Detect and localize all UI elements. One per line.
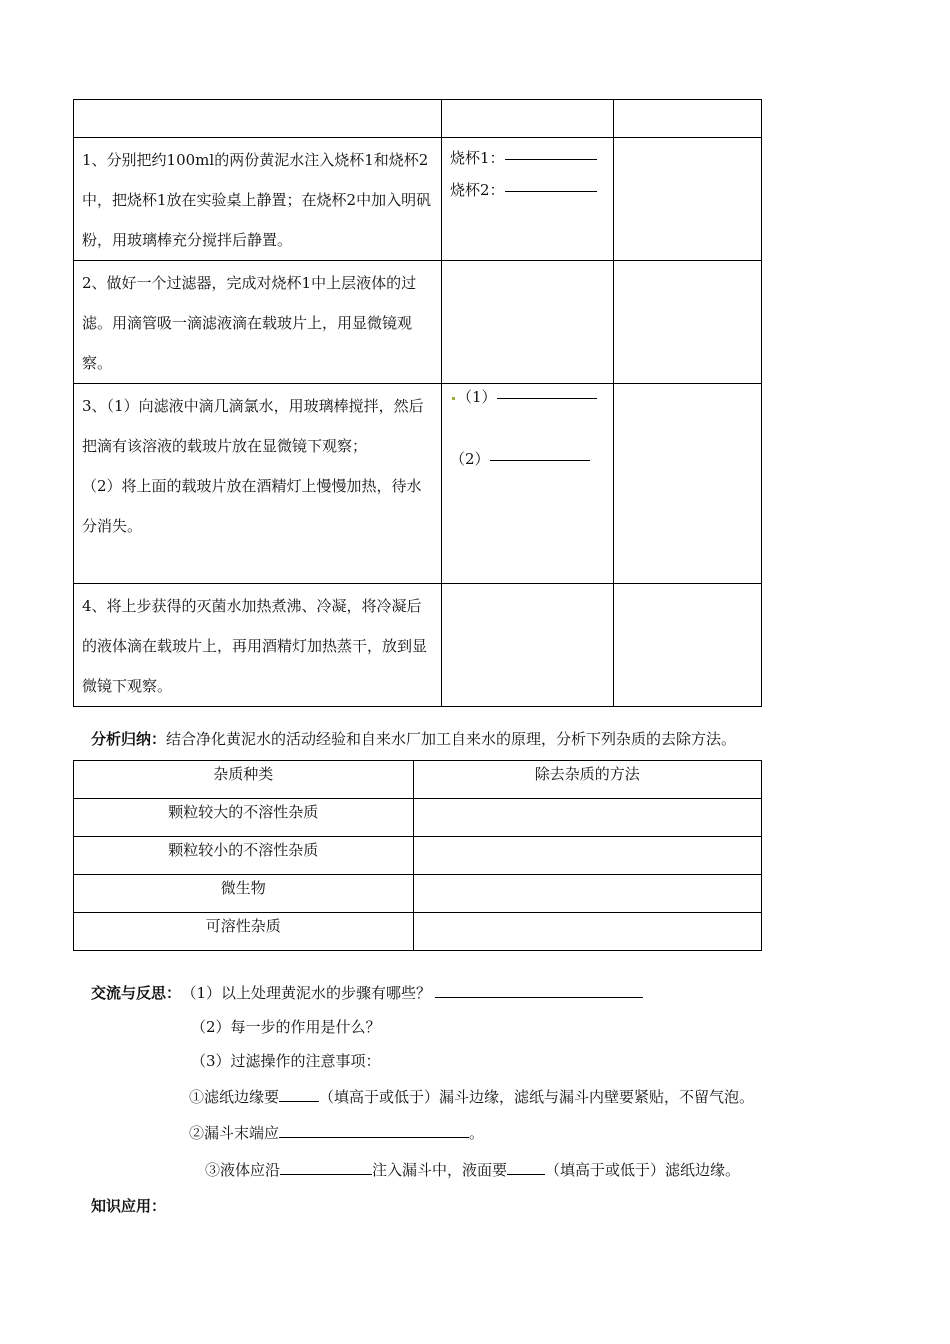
analysis-row <box>74 875 762 913</box>
dot-mark <box>452 397 455 400</box>
note-2-end: 。 <box>469 1124 485 1142</box>
note-3-middle: 注入漏斗中，液面要 <box>372 1161 508 1179</box>
experiment-header-row <box>74 100 762 138</box>
observation-1 <box>442 138 613 206</box>
row-2-observation-cell[interactable] <box>442 261 614 384</box>
row-4-blank-cell[interactable] <box>614 584 762 707</box>
note-1-end: （填高于或低于）漏斗边缘，滤纸与漏斗内壁要紧贴，不留气泡。 <box>319 1088 755 1106</box>
row-1-blank-cell[interactable] <box>614 138 762 261</box>
q1-answer-blank[interactable] <box>435 983 643 998</box>
reflection-label: 交流与反思： <box>91 984 182 1002</box>
obs-3-1-label: （1） <box>457 388 497 406</box>
header-cell-2 <box>442 100 614 138</box>
removal-method-header: 除去杂质的方法 <box>413 761 762 799</box>
step-3-part-2: （2）将上面的载玻片放在酒精灯上慢慢加热，待水分消失。 <box>82 477 422 535</box>
step-3-text <box>74 384 441 546</box>
reflection-q1-line <box>91 982 643 1004</box>
analysis-label: 分析归纳： <box>91 730 167 748</box>
header-cell-3 <box>614 100 762 138</box>
note-3-blank-2[interactable] <box>507 1160 545 1175</box>
experiment-row-2 <box>74 261 762 384</box>
step-3-part-1: 3、（1）向滤液中滴几滴氯水，用玻璃棒搅拌，然后把滴有该溶液的载玻片放在显微镜下观察； <box>82 397 424 455</box>
note-1-start: ①滤纸边缘要 <box>189 1088 280 1106</box>
removal-method-cell[interactable] <box>413 799 762 837</box>
application-label: 知识应用： <box>91 1197 167 1215</box>
beaker-2-label: 烧杯2： <box>450 181 505 199</box>
note-2-blank[interactable] <box>279 1123 469 1138</box>
obs-3-2-label: （2） <box>450 450 490 468</box>
note-3-blank-1[interactable] <box>280 1160 372 1175</box>
observation-3 <box>442 384 613 470</box>
removal-method-cell[interactable] <box>413 837 762 875</box>
note-3-end: （填高于或低于）滤纸边缘。 <box>545 1161 741 1179</box>
note-3-start: ③液体应沿 <box>205 1161 281 1179</box>
reflection-q1: （1）以上处理黄泥水的步骤有哪些？ <box>189 984 432 1002</box>
analysis-row <box>74 913 762 951</box>
beaker-1-blank[interactable] <box>505 159 597 160</box>
analysis-text: 结合净化黄泥水的活动经验和自来水厂加工自来水的原理，分析下列杂质的去除方法。 <box>166 730 737 748</box>
beaker-1-label: 烧杯1： <box>450 149 505 167</box>
row-2-blank-cell[interactable] <box>614 261 762 384</box>
header-cell-1 <box>74 100 442 138</box>
experiment-row-1 <box>74 138 762 261</box>
experiment-row-3 <box>74 384 762 584</box>
obs-3-2-blank[interactable] <box>490 460 590 461</box>
reflection-q3: （3）过滤操作的注意事项： <box>191 1052 381 1070</box>
note-1-blank[interactable] <box>279 1087 319 1102</box>
experiment-table <box>73 99 762 707</box>
analysis-row <box>74 837 762 875</box>
analysis-header-row <box>74 761 762 799</box>
step-4-text: 4、将上步获得的灭菌水加热煮沸、冷凝，将冷凝后的液体滴在载玻片上，再用酒精灯加热蒸干，放到显微镜下观察。 <box>82 597 428 695</box>
filter-note-3 <box>205 1159 740 1181</box>
reflection-q2: （2）每一步的作用是什么？ <box>191 1018 381 1036</box>
impurity-type-cell: 可溶性杂质 <box>74 913 414 951</box>
impurity-type-cell: 颗粒较大的不溶性杂质 <box>74 799 414 837</box>
analysis-table <box>73 760 762 951</box>
row-3-blank-cell[interactable] <box>614 384 762 584</box>
analysis-row <box>74 799 762 837</box>
filter-note-2 <box>189 1122 484 1144</box>
note-2-start: ②漏斗末端应 <box>189 1124 280 1142</box>
step-1-text: 1、分别把约100ml的两份黄泥水注入烧杯1和烧杯2中，把烧杯1放在实验桌上静置；在烧杯2中加入明矾粉，用玻璃棒充分搅拌后静置。 <box>82 151 432 249</box>
impurity-type-header: 杂质种类 <box>74 761 414 799</box>
obs-3-1-blank[interactable] <box>497 398 597 399</box>
step-2-text: 2、做好一个过滤器，完成对烧杯1中上层液体的过滤。用滴管吸一滴滤液滴在载玻片上，用显微镜观察。 <box>82 274 417 372</box>
filter-note-1 <box>189 1086 754 1108</box>
removal-method-cell[interactable] <box>413 875 762 913</box>
beaker-2-blank[interactable] <box>505 191 597 192</box>
impurity-type-cell: 微生物 <box>74 875 414 913</box>
impurity-type-cell: 颗粒较小的不溶性杂质 <box>74 837 414 875</box>
analysis-heading <box>91 728 736 750</box>
experiment-row-4 <box>74 584 762 707</box>
row-4-observation-cell[interactable] <box>442 584 614 707</box>
removal-method-cell[interactable] <box>413 913 762 951</box>
